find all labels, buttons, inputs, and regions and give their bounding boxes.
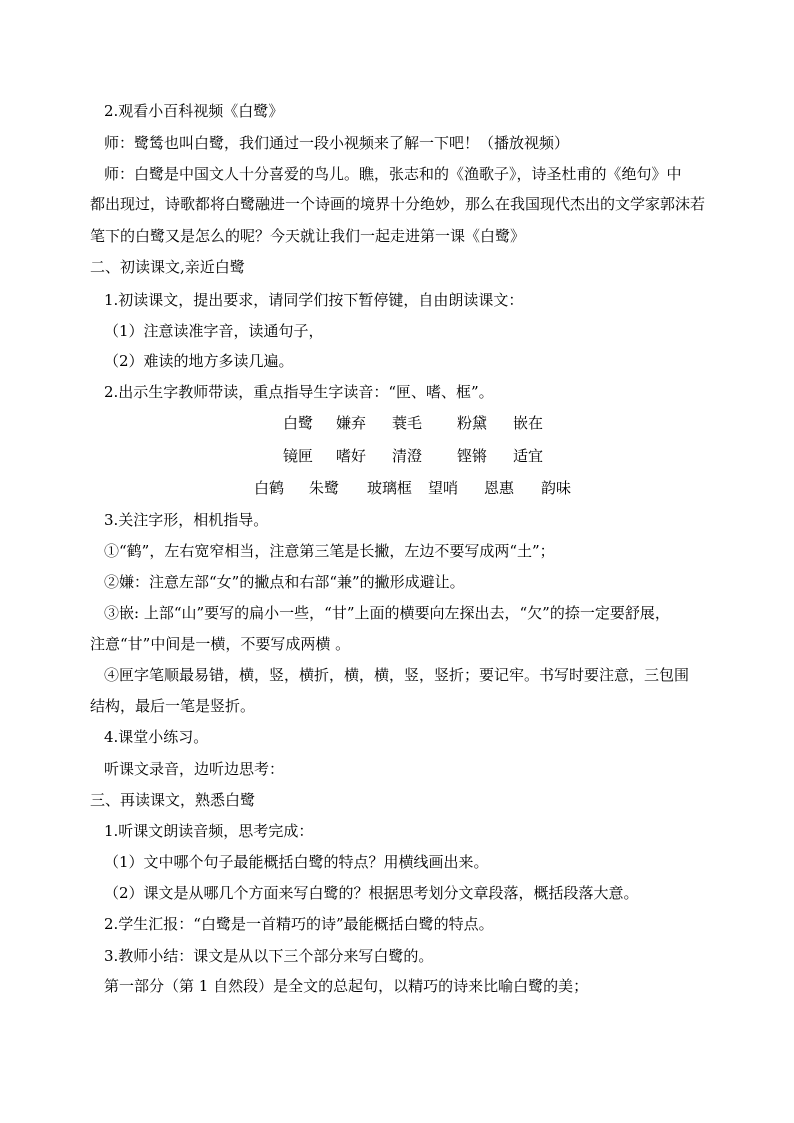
vocab-word: 韵味 — [541, 479, 572, 497]
vocab-word: 适宜 — [513, 447, 544, 465]
vocab-word: 玻璃框 — [367, 479, 413, 497]
vocab-word: 望哨 — [428, 479, 459, 497]
vocab-row-3 — [0, 478, 794, 498]
vocab-row-1 — [0, 413, 794, 433]
line-11: 3.关注字形，相机指导。 — [104, 511, 269, 529]
section-heading-3: 三、再读课文，熟悉白鹭 — [90, 791, 256, 809]
vocab-row-2 — [0, 446, 794, 466]
line-14: ③嵌: 上部“山”要写的扁小一些，“甘”上面的横要向左探出去，“欠”的捺一定要舒展， — [104, 604, 670, 622]
vocab-word: 镜匣 — [283, 447, 314, 465]
line-12: ①“鹤”，左右宽窄相当，注意第三笔是长撇，左边不要写成两“土”； — [104, 542, 555, 560]
line-16: ④匣字笔顺最易错，横，竖，横折，横，横，竖，竖折；要记牢。书写时要注意，三包围 — [104, 666, 690, 684]
line-13: ②嫌：注意左部“女”的撇点和右部“兼”的撇形成避让。 — [104, 573, 465, 591]
vocab-word: 朱鹭 — [309, 479, 340, 497]
line-7: 1.初读课文，提出要求，请同学们按下暂停键，自由朗读课文： — [104, 291, 524, 309]
vocab-word: 嫌弃 — [336, 414, 367, 432]
line-2: 师：鹭鸶也叫白鹭，我们通过一段小视频来了解一下吧！（播放视频） — [104, 134, 570, 152]
line-3: 师：白鹭是中国文人十分喜爱的鸟儿。瞧，张志和的《渔歌子》，诗圣杜甫的《绝句》中 — [104, 165, 682, 183]
vocab-word: 粉黛 — [457, 414, 488, 432]
vocab-word: 恩惠 — [484, 479, 515, 497]
vocab-word: 嗜好 — [336, 447, 367, 465]
line-8: （1）注意读准字音，读通句子， — [104, 322, 324, 340]
section-heading-2: 二、初读课文,亲近白鹭 — [90, 258, 245, 276]
line-17: 结构，最后一笔是竖折。 — [90, 697, 256, 715]
vocab-word: 白鹤 — [254, 479, 285, 497]
line-26: 第一部分（第 1 自然段）是全文的总起句，以精巧的诗来比喻白鹭的美； — [104, 977, 589, 995]
line-22: （1）文中哪个句子最能概括白鹭的特点？用横线画出来。 — [104, 853, 489, 871]
vocab-word: 蓑毛 — [392, 414, 423, 432]
line-9: （2）难读的地方多读几遍。 — [104, 352, 294, 370]
vocab-word: 清澄 — [392, 447, 423, 465]
vocab-word: 白鹭 — [283, 414, 314, 432]
line-4: 都出现过，诗歌都将白鹭融进一个诗画的境界十分绝妙，那么在我国现代杰出的文学家郭沫若 — [90, 195, 706, 213]
line-25: 3.教师小结：课文是从以下三个部分来写白鹭的。 — [104, 947, 434, 965]
line-24: 2.学生汇报：“白鹭是一首精巧的诗”最能概括白鹭的特点。 — [104, 915, 494, 933]
line-10: 2.出示生字教师带读，重点指导生字读音：“匣、嗜、框”。 — [104, 383, 494, 401]
line-5: 笔下的白鹭又是怎么的呢？今天就让我们一起走进第一课《白鹭》 — [90, 227, 526, 245]
line-21: 1.听课文朗读音频，思考完成： — [104, 822, 314, 840]
line-1: 2.观看小百科视频《白鹭》 — [104, 102, 284, 120]
vocab-word: 铿锵 — [457, 447, 488, 465]
vocab-word: 嵌在 — [513, 414, 544, 432]
line-15: 注意“甘”中间是一横，不要写成两横 。 — [90, 635, 351, 653]
line-18: 4.课堂小练习。 — [104, 728, 209, 746]
line-23: （2）课文是从哪几个方面来写白鹭的？根据思考划分文章段落，概括段落大意。 — [104, 884, 639, 902]
line-19: 听课文录音，边听边思考： — [104, 760, 285, 778]
